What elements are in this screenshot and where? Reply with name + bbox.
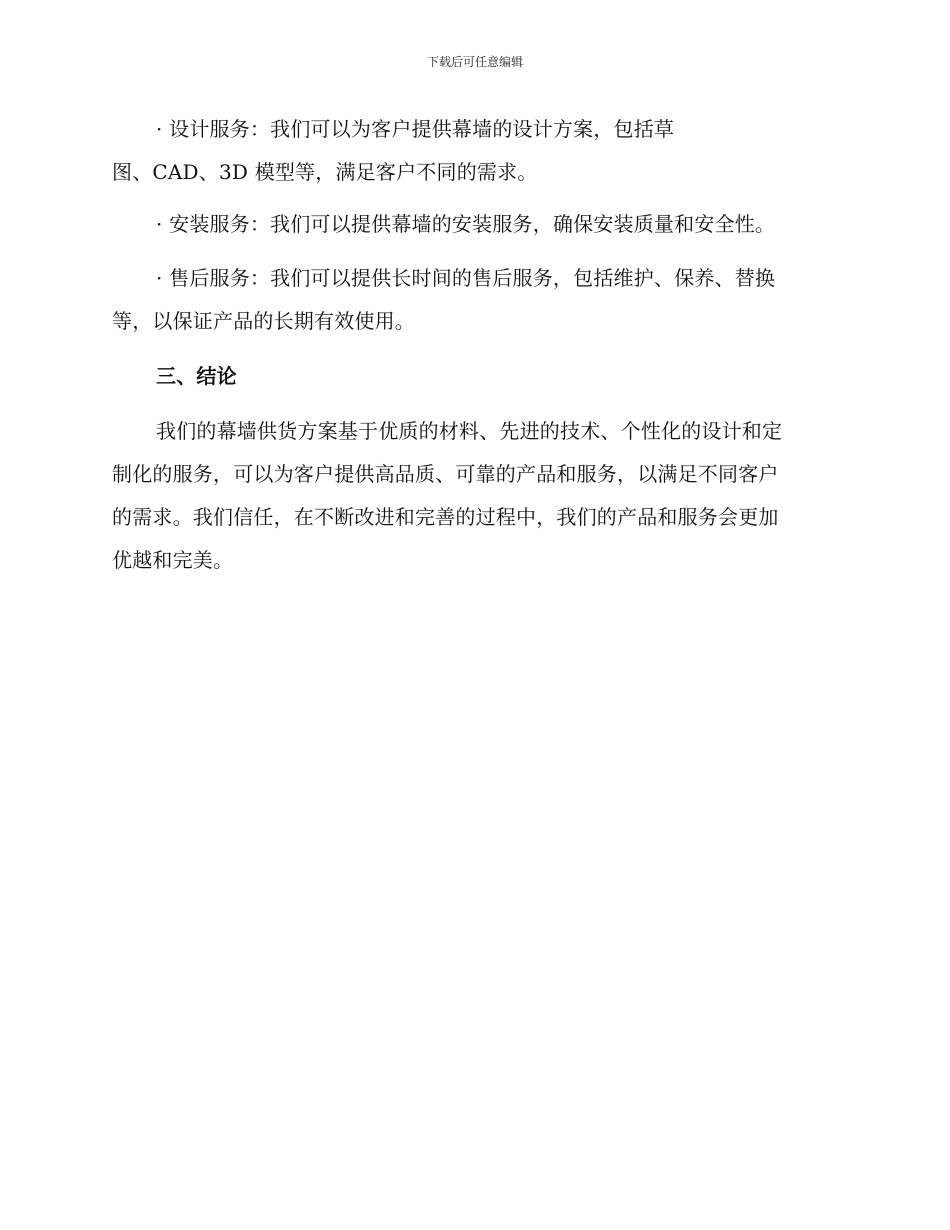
paragraph-line: · 售后服务：我们可以提供长时间的售后服务，包括维护、保养、替换	[156, 266, 776, 290]
paragraph-line: 图、CAD、3D 模型等，满足客户不同的需求。	[112, 160, 538, 184]
paragraph-line: 等，以保证产品的长期有效使用。	[112, 309, 415, 333]
paragraph-line: 我们的幕墙供货方案基于优质的材料、先进的技术、个性化的设计和定	[156, 419, 783, 443]
page-header: 下载后可任意编辑	[426, 55, 523, 69]
section-heading	[112, 355, 832, 398]
after-sales-service-paragraph	[112, 257, 832, 343]
conclusion-paragraph	[112, 410, 832, 582]
design-service-paragraph	[112, 108, 832, 194]
paragraph-line: · 设计服务：我们可以为客户提供幕墙的设计方案，包括草	[156, 117, 675, 141]
installation-service-paragraph	[112, 203, 832, 246]
paragraph-line: 优越和完美。	[112, 548, 234, 572]
paragraph-line: 的需求。我们信任，在不断改进和完善的过程中，我们的产品和服务会更加	[112, 505, 779, 529]
heading-text: 三、结论	[156, 364, 237, 388]
paragraph-line: · 安装服务：我们可以提供幕墙的安装服务，确保安装质量和安全性。	[156, 212, 776, 236]
paragraph-line: 制化的服务，可以为客户提供高品质、可靠的产品和服务，以满足不同客户	[112, 462, 779, 486]
